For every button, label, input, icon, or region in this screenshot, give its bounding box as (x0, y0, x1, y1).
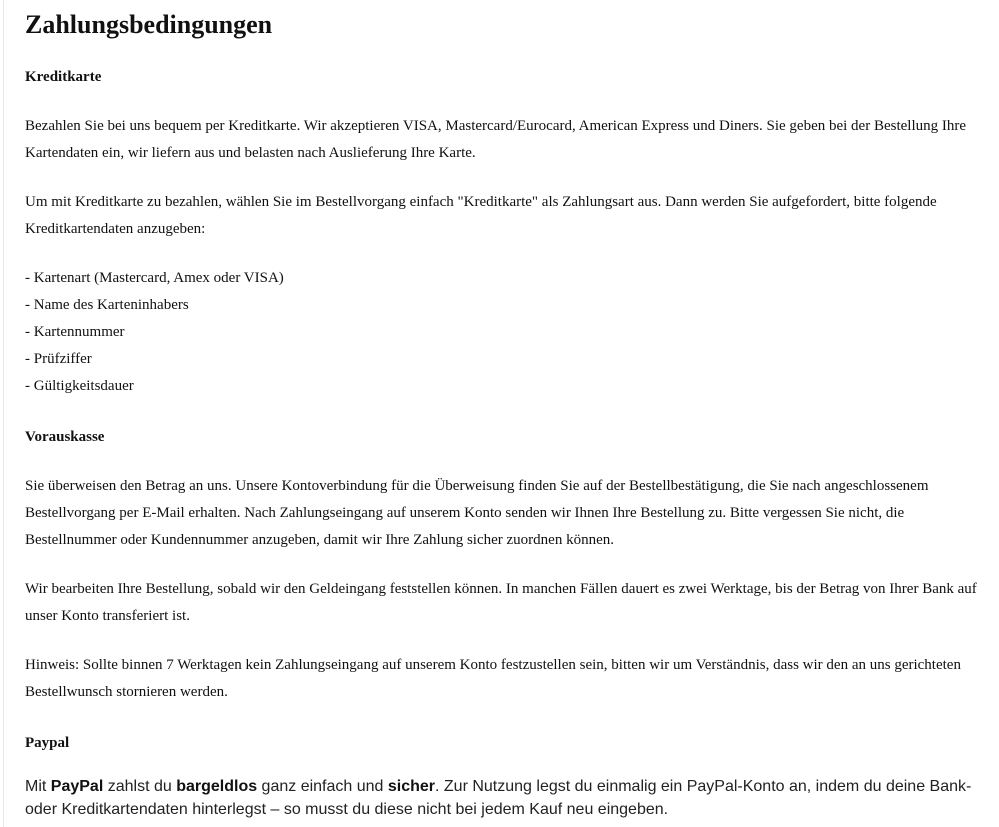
paypal-emphasis: PayPal (50, 778, 104, 795)
list-item: - Name des Karteninhabers (25, 297, 189, 313)
vorauskasse-hinweis: Hinweis: Sollte binnen 7 Werktagen kein Zahlungseingang auf unserem Konto festzustellen sein, bitten wir um Verständnis, dass wir den an uns gerichteten Bestellwunsch stornieren werden. (25, 657, 961, 700)
paypal-emphasis: bargeldlos (176, 778, 258, 795)
vorauskasse-paragraph-1: Sie überweisen den Betrag an uns. Unsere Kontoverbindung für die Überweisung finden Sie auf der Bestellbestätigung, die Sie nach angeschlossenem Bestellvorgang per E-Mail erhalten. Nach Zahlungseingang auf unserem Konto senden wir Ihnen Ihre Bestellung zu. Bitte vergessen Sie nicht, die Bestellnummer oder Kundennummer anzugeben, damit wir Ihre Zahlung sicher zuordnen können. (25, 478, 929, 548)
list-item: - Prüfziffer (25, 351, 92, 367)
kreditkarte-paragraph-1: Bezahlen Sie bei uns bequem per Kreditkarte. Wir akzeptieren VISA, Mastercard/Eurocard, American Express und Diners. Sie geben bei der Bestellung Ihre Kartendaten ein, wir liefern aus und belasten nach Auslieferung Ihre Karte. (25, 118, 967, 161)
section-heading-kreditkarte: Kreditkarte (25, 69, 102, 85)
credit-card-data-list (25, 265, 284, 400)
paypal-text: . Zur Nutzung legst du einmalig ein PayPal-Konto an, indem du deine Bank- oder Kreditkartendaten hinterlegst – so musst du diese nicht bei jedem Kauf neu eingeben. (25, 778, 972, 818)
vorauskasse-paragraph-2: Wir bearbeiten Ihre Bestellung, sobald wir den Geldeingang feststellen können. In manchen Fällen dauert es zwei Werktage, bis der Betrag von Ihrer Bank auf unser Konto transferiert ist. (25, 581, 977, 624)
list-item: - Gültigkeitsdauer (25, 378, 134, 394)
kreditkarte-paragraph-2: Um mit Kreditkarte zu bezahlen, wählen Sie im Bestellvorgang einfach "Kreditkarte" als Zahlungsart aus. Dann werden Sie aufgefordert, bitte folgende Kreditkartendaten anzugeben: (25, 194, 937, 237)
paypal-emphasis: sicher (387, 778, 436, 795)
section-heading-vorauskasse: Vorauskasse (25, 429, 105, 445)
paypal-text: ganz einfach und (257, 778, 388, 795)
section-heading-paypal: Paypal (25, 735, 70, 751)
page-left-border (3, 0, 4, 827)
list-item: - Kartenart (Mastercard, Amex oder VISA) (25, 270, 284, 286)
page-title: Zahlungsbedingungen (25, 10, 273, 39)
paypal-paragraph (25, 775, 987, 821)
paypal-text: Mit (25, 778, 51, 795)
list-item: - Kartennummer (25, 324, 125, 340)
paypal-text: zahlst du (103, 778, 177, 795)
